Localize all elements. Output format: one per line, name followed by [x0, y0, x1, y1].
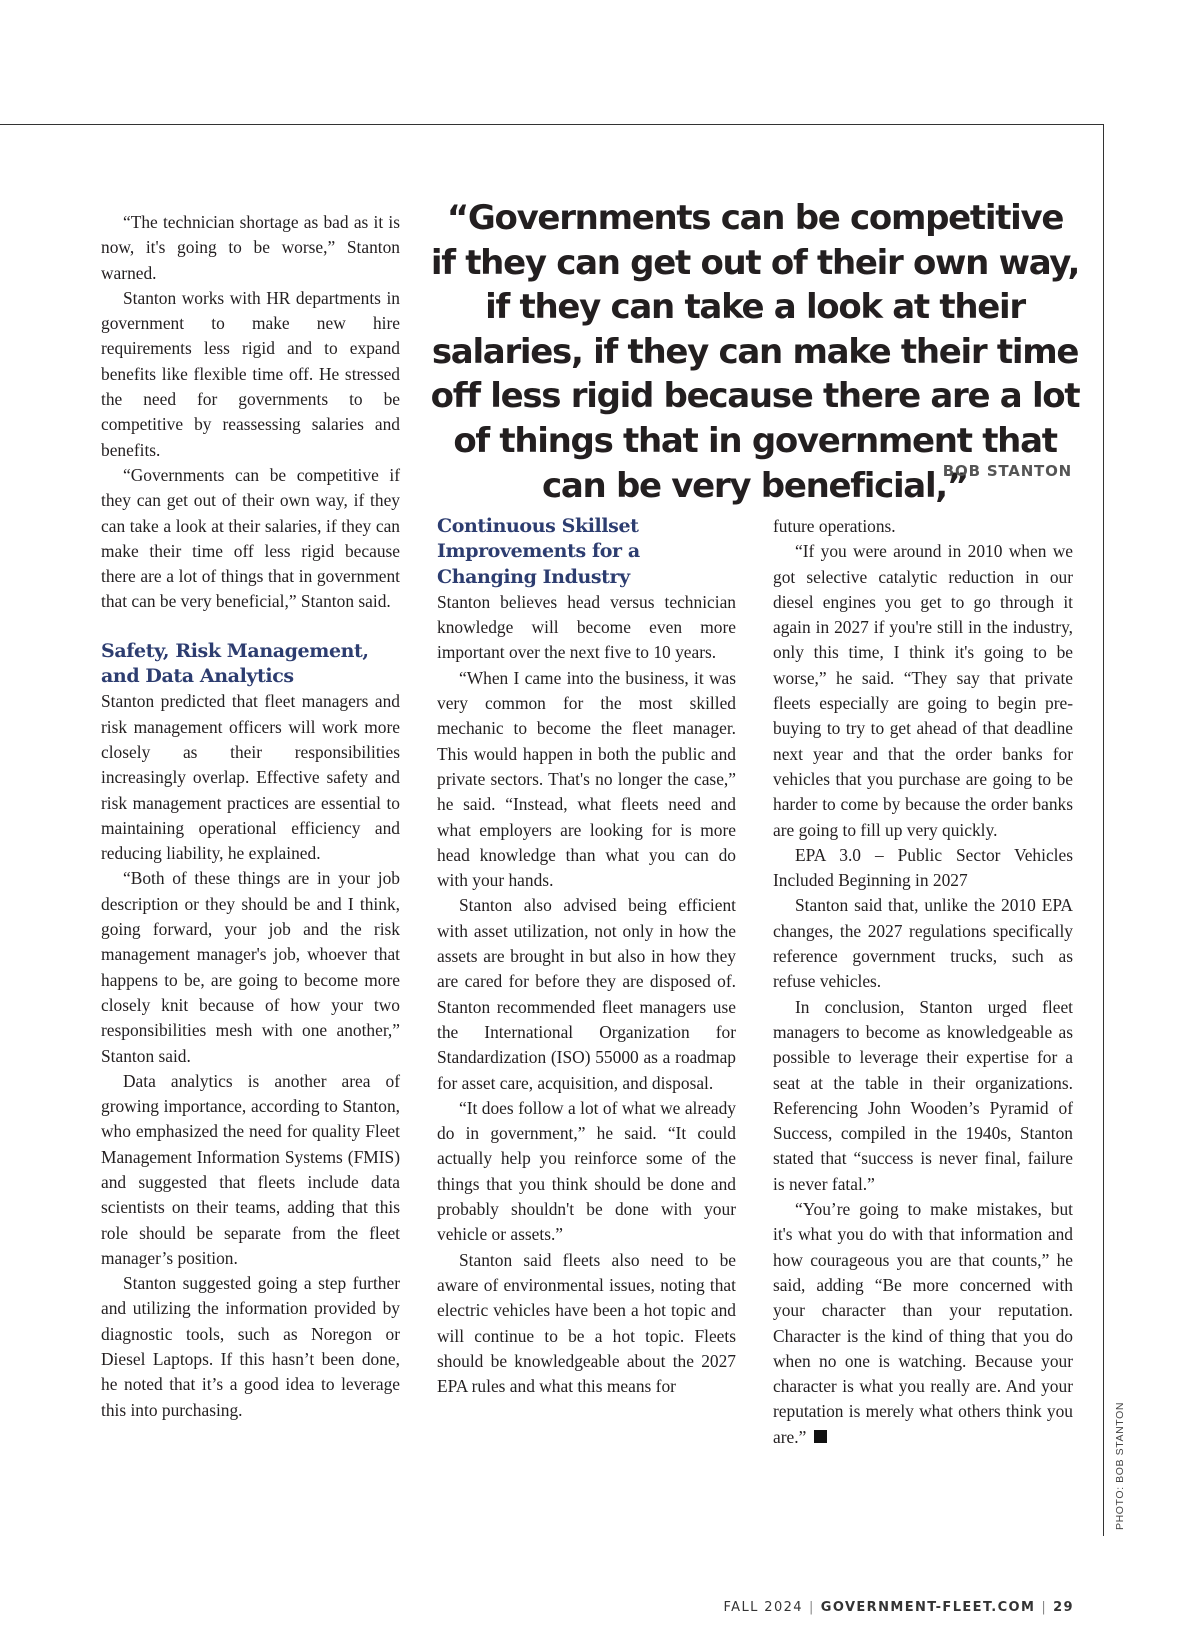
paragraph: Stanton said fleets also need to be aware of environmental issues, noting that electric vehicles have been a hot topic and will continue to be a hot topic. Fleets should be knowledgeable about the 2027 EPA rules and what this means for — [437, 1249, 736, 1397]
paragraph: Stanton believes head versus technician knowledge will become even more important over the next five to 10 years. — [437, 591, 736, 663]
paragraph: Stanton said that, unlike the 2010 EPA changes, the 2027 regulations specifically reference government trucks, such as refuse vehicles. — [773, 895, 1073, 992]
section-heading-skillset: Continuous Skillset Improvements for a Changing Industry — [437, 515, 640, 588]
paragraph: “It does follow a lot of what we already do in government,” he said. “It could actually help you reinforce some of the things that you think should be done and probably shouldn't be done with your vehicle or assets.” — [437, 1097, 736, 1245]
footer-separator: | — [808, 1600, 815, 1615]
paragraph: “Both of these things are in your job description or they should be and I think, going forward, your job and the risk management manager's job, whoever that happens to be, are going to become more closely knit because of how your two responsibilities mesh with one another,” Stanton said. — [101, 868, 400, 1066]
section-heading-safety: Safety, Risk Management, and Data Analytics — [101, 639, 369, 688]
paragraph: “The technician shortage as bad as it is now, it's going to be worse,” Stanton warned. — [101, 212, 400, 283]
page-footer — [724, 1600, 1075, 1615]
paragraph-last — [773, 1197, 1073, 1450]
issue-label: FALL 2024 — [723, 1600, 803, 1615]
paragraph: future operations. — [773, 516, 896, 536]
top-rule — [0, 124, 1104, 125]
right-rule — [1103, 124, 1104, 1536]
section-gap — [101, 615, 400, 639]
paragraph: “Governments can be competitive if they can get out of their own way, if they can take a look at their salaries, if they can make their time off less rigid because there are a lot of things that in government that can be very beneficial,” Stanton said. — [101, 464, 400, 612]
paragraph: EPA 3.0 – Public Sector Vehicles Included Beginning in 2027 — [773, 844, 1073, 891]
paragraph: Stanton also advised being efficient with asset utilization, not only in how the assets are brought in but also in how they are cared for before they are disposed of. Stanton recommended fleet managers use the International Organization for Standardization (ISO) 55000 as a roadmap for asset care, acquisition, and disposal. — [437, 895, 736, 1093]
paragraph: “When I came into the business, it was very common for the most skilled mechanic to become the fleet manager. This would happen in both the public and private sectors. That's no longer the case,” he said. “Instead, what fleets need and what employers are looking for is more head knowledge than what you can do with your hands. — [437, 667, 736, 891]
pull-quote: “Governments can be competitive if they can get out of their own way, if they can take a look at their salaries, if they can make their time off less rigid because there are a lot of things that in government that can be very beneficial,” — [430, 198, 1080, 506]
footer-separator: | — [1041, 1600, 1048, 1615]
article-column-1 — [101, 210, 400, 1423]
end-of-article-mark — [814, 1430, 827, 1443]
paragraph: In conclusion, Stanton urged fleet managers to become as knowledgeable as possible to leverage their expertise for a seat at the table in their organizations. Referencing John Wooden’s Pyramid of Success, compiled in the 1940s, Stanton stated that “success is never final, failure is never fatal.” — [773, 996, 1073, 1194]
paragraph: Stanton predicted that fleet managers and risk management officers will work more closely as their responsibilities increasingly overlap. Effective safety and risk management practices are essential to maintaining operational efficiency and reducing liability, he explained. — [101, 691, 400, 864]
paragraph: “If you were around in 2010 when we got selective catalytic reduction in our diesel engines you get to go through it again in 2027 if you're still in the industry, only this time, I think it's going to be worse,” he said. “They say that private fleets especially are going to begin pre-buying to try to get ahead of that deadline next year and that the order banks for vehicles that you purchase are going to be harder to come by because the order banks are going to fill up very quickly. — [773, 541, 1073, 840]
pull-quote-attribution: BOB STANTON — [942, 462, 1072, 480]
paragraph: Stanton suggested going a step further and utilizing the information provided by diagnostic tools, such as Noregon or Diesel Laptops. If this hasn’t been done, he noted that it’s a good idea to leverage this into purchasing. — [101, 1273, 400, 1420]
paragraph: Stanton works with HR departments in government to make new hire requirements less rigid and to expand benefits like flexible time off. He stressed the need for governments to be competitive by reassessing salaries and benefits. — [101, 287, 400, 460]
paragraph: Data analytics is another area of growing importance, according to Stanton, who emphasized the need for quality Fleet Management Information Systems (FMIS) and suggested that fleets include data scientists on their teams, adding that this role should be separate from the fleet manager’s position. — [101, 1070, 400, 1268]
paragraph-text: “You’re going to make mistakes, but it's what you do with that information and how courageous you are that counts,” he said, adding “Be more concerned with your character than your reputation. Character is the kind of thing that you do when no one is watching. Because your character is what you really are. And your reputation is merely what others think you are.” — [773, 1199, 1073, 1447]
article-column-3 — [773, 514, 1073, 1450]
publication-url: GOVERNMENT-FLEET.COM — [820, 1600, 1036, 1615]
article-column-2 — [437, 514, 736, 1399]
photo-credit: PHOTO: BOB STANTON — [1114, 1401, 1126, 1530]
page-number: 29 — [1053, 1600, 1074, 1615]
